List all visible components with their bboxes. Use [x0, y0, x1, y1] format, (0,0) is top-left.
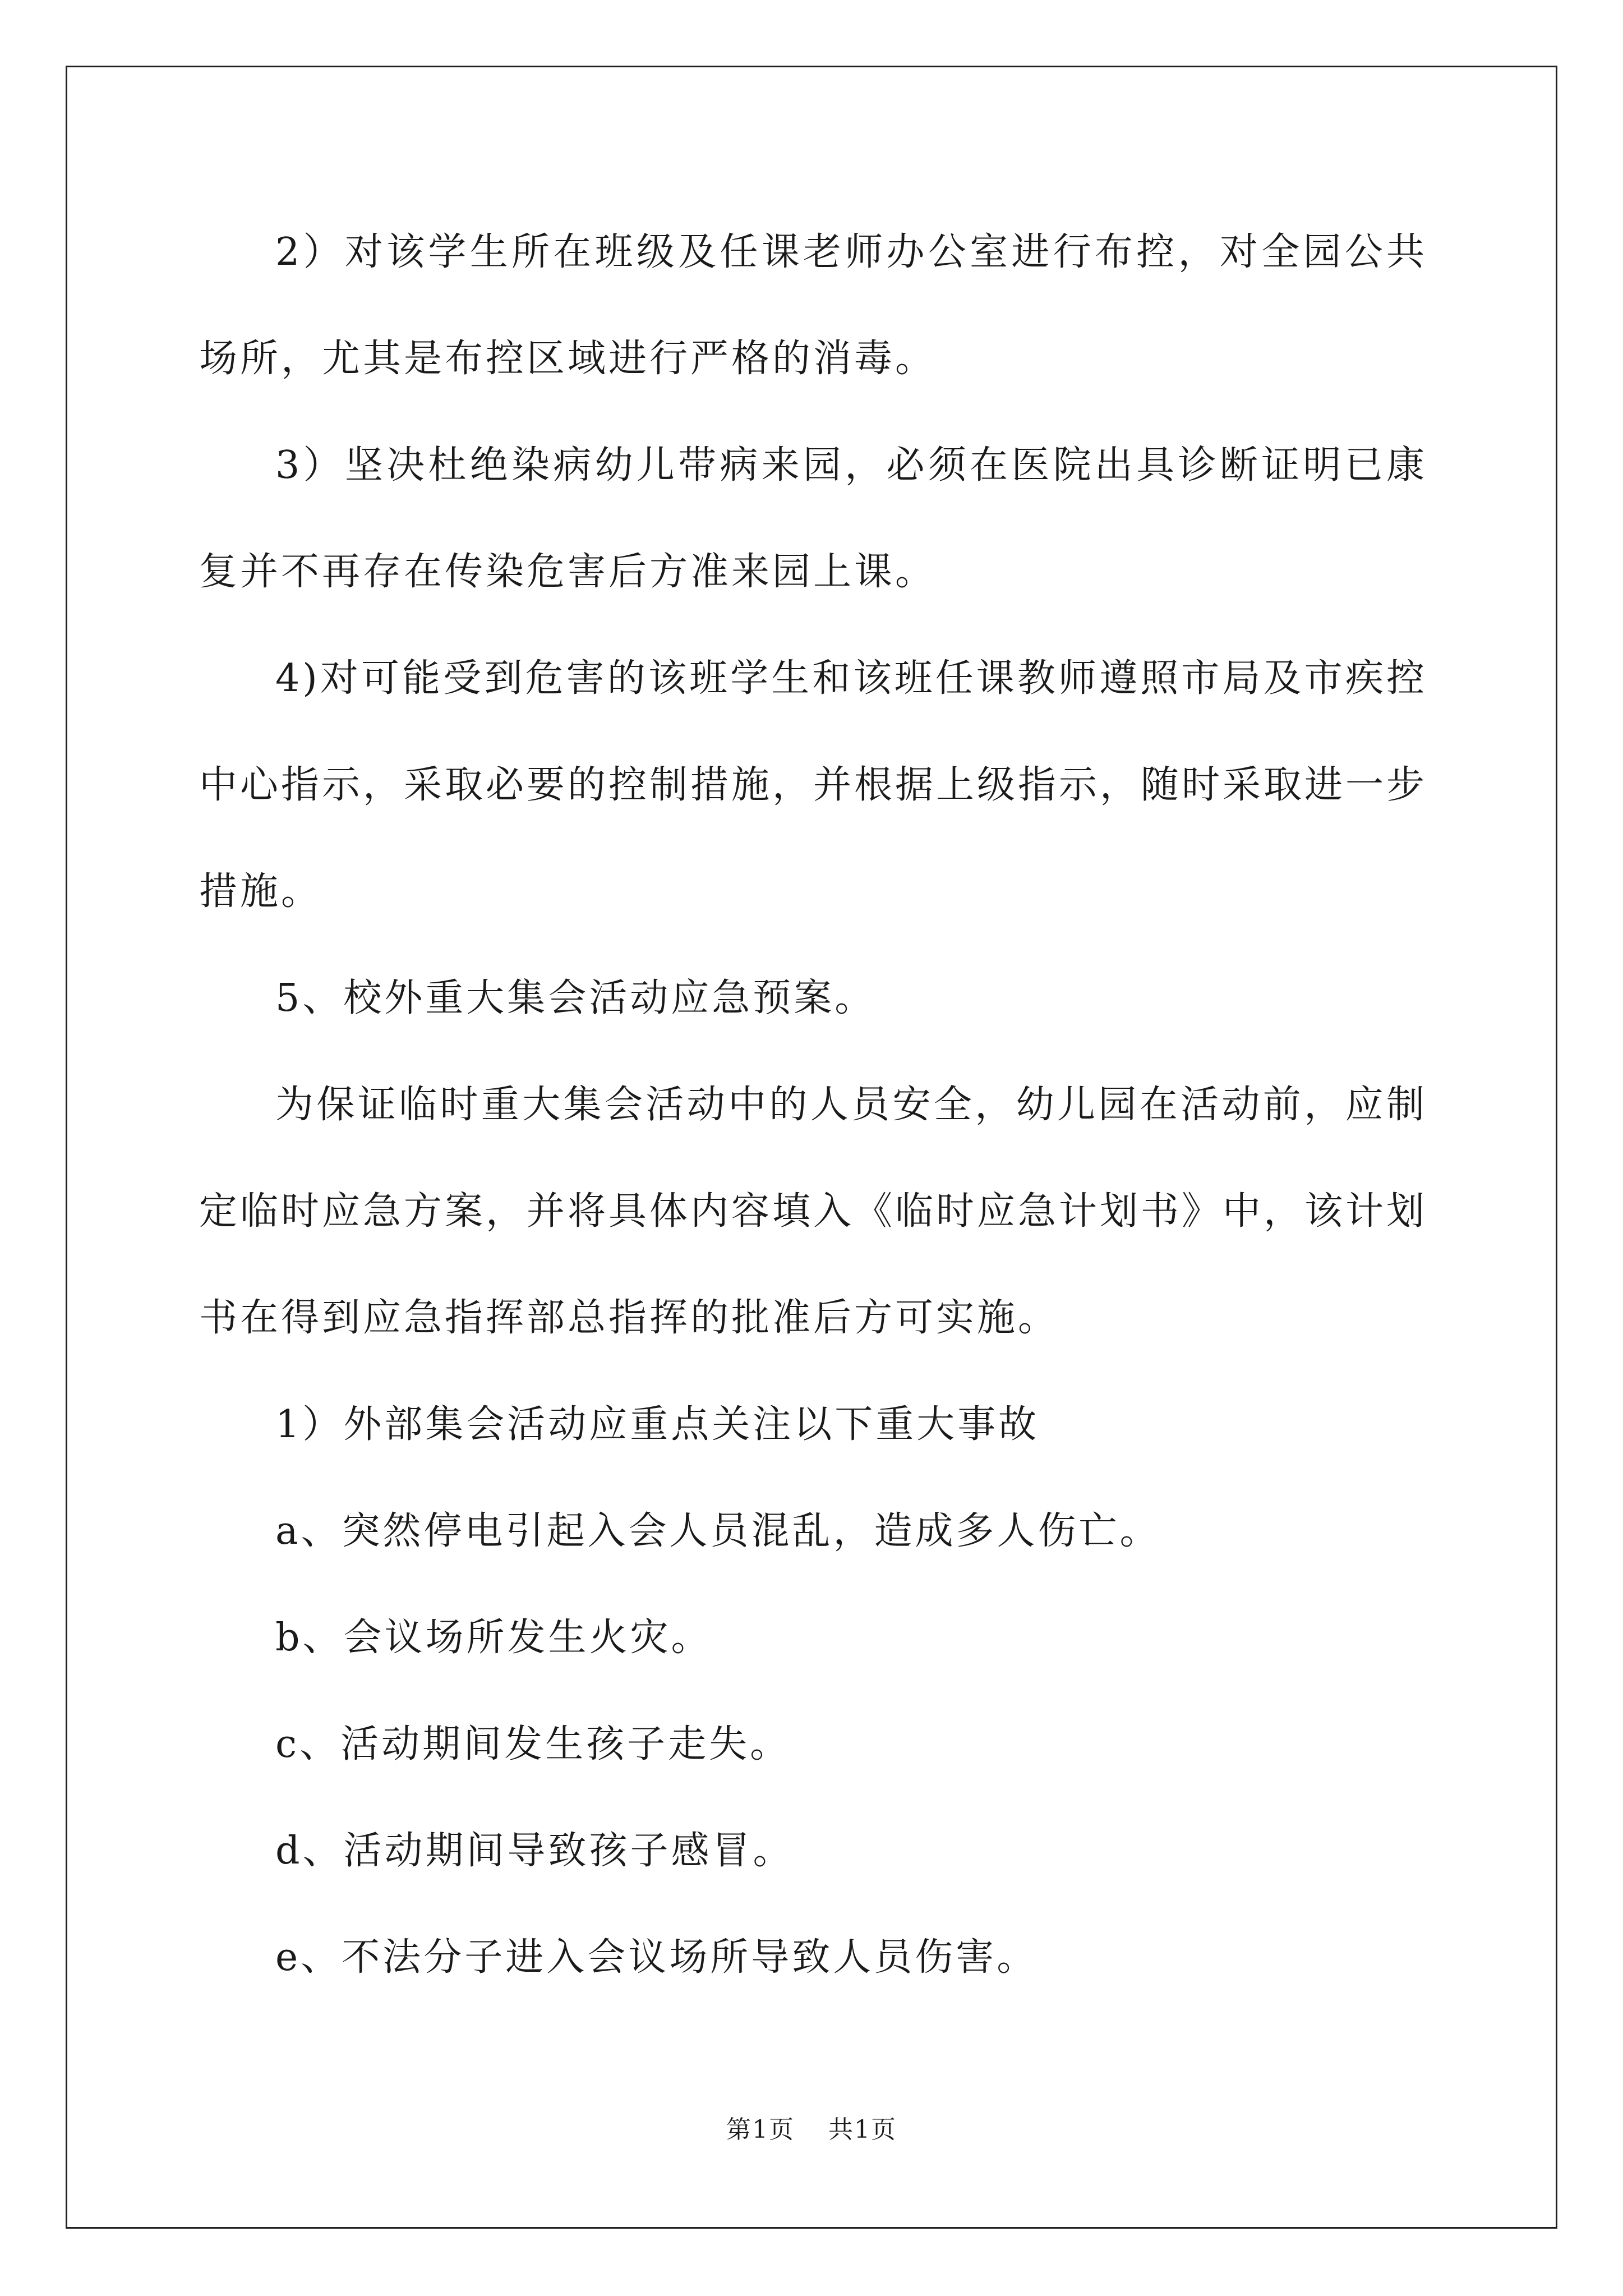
list-item-c: c、活动期间发生孩子走失。 [275, 1722, 791, 1766]
list-heading-1: 1）外部集会活动应重点关注以下重大事故 [275, 1402, 1040, 1447]
page-footer [0, 2109, 1623, 2145]
list-item-d: d、活动期间导致孩子感冒。 [275, 1829, 794, 1873]
list-item-b: b、会议场所发生火灾。 [275, 1616, 712, 1660]
paragraph-intro: 为保证临时重大集会活动中的人员安全，幼儿园在活动前，应制定临时应急方案，并将具体内容填入《临时应急计划书》中，该计划书在得到应急指挥部总指挥的批准后方可实施。 [199, 1083, 1428, 1340]
section-heading-5: 5、校外重大集会活动应急预案。 [275, 976, 876, 1020]
list-item-a: a、突然停电引起入会人员混乱，造成多人伤亡。 [275, 1509, 1161, 1553]
paragraph-3: 3）坚决杜绝染病幼儿带病来园，必须在医院出具诊断证明已康复并不再存在传染危害后方准来园上课。 [199, 443, 1427, 594]
page-number: 第1页 [726, 2115, 795, 2144]
list-item-e: e、不法分子进入会议场所导致人员伤害。 [275, 1935, 1038, 1980]
paragraph-2: 2）对该学生所在班级及任课老师办公室进行布控，对全园公共场所，尤其是布控区域进行严格的消毒。 [199, 230, 1427, 381]
page-total: 共1页 [828, 2115, 897, 2144]
paragraph-4: 4)对可能受到危害的该班学生和该班任课教师遵照市局及市疾控中心指示，采取必要的控制措施，并根据上级指示，随时采取进一步措施。 [199, 656, 1428, 914]
